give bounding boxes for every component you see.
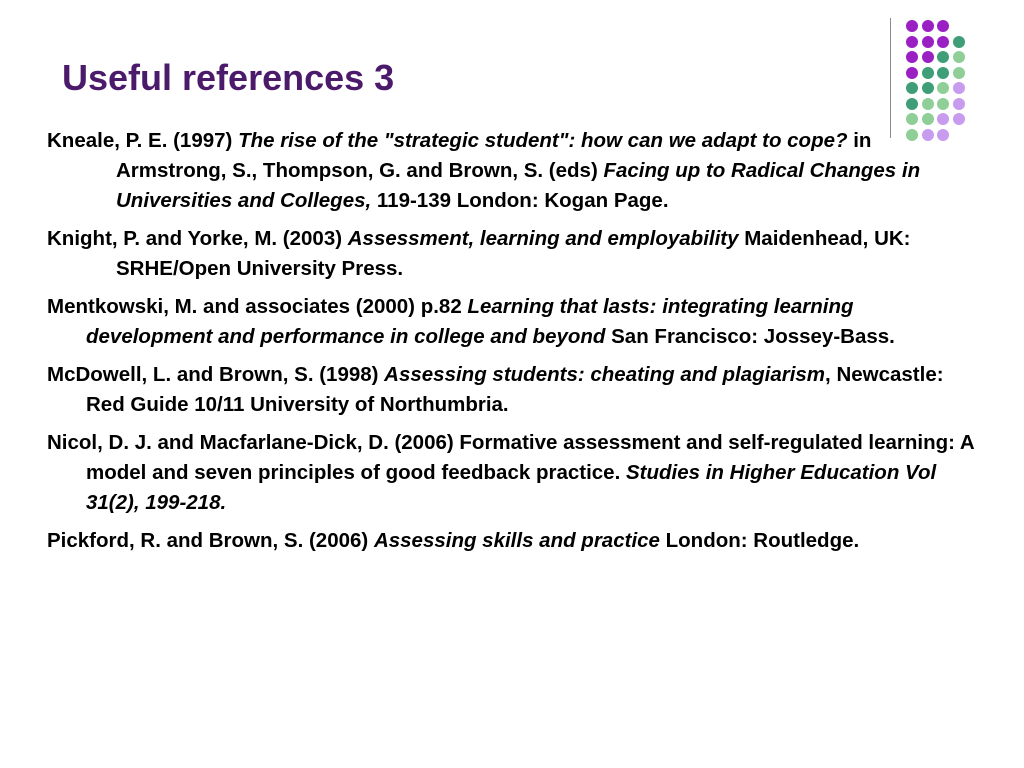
- decorative-dot: [922, 67, 934, 79]
- decorative-dot: [922, 98, 934, 110]
- decorative-dot: [922, 20, 934, 32]
- decorative-dot: [906, 20, 918, 32]
- decorative-dot: [953, 67, 965, 79]
- decorative-dot: [922, 82, 934, 94]
- reference-title: Assessment, learning and employability: [347, 227, 739, 250]
- decorative-dot: [953, 113, 965, 125]
- decorative-dot: [906, 113, 918, 125]
- reference-journal: Studies in Higher Education Vol 31(2), 199-218.: [86, 461, 937, 514]
- decorative-dot: [953, 36, 965, 48]
- decorative-dot: [937, 20, 949, 32]
- decorative-dot: [906, 98, 918, 110]
- decorative-dot: [937, 51, 949, 63]
- reference-authors: Knight, P. and Yorke, M. (2003): [47, 227, 348, 250]
- slide-title: Useful references 3: [62, 57, 395, 98]
- decorative-dot: [906, 82, 918, 94]
- reference-publisher: London: Routledge.: [659, 529, 860, 552]
- decorative-dot: [937, 36, 949, 48]
- reference-publisher: San Francisco: Jossey-Bass.: [605, 325, 895, 348]
- reference-title: Learning that lasts: integrating learning development and performance in college and beyond: [86, 295, 854, 348]
- reference-title: Assessing students: cheating and plagiarism: [384, 363, 826, 386]
- decorative-dot: [906, 67, 918, 79]
- reference-item: [47, 126, 977, 216]
- reference-authors: Kneale, P. E. (1997): [47, 129, 239, 152]
- decorative-dot: [906, 36, 918, 48]
- decorative-dot: [937, 82, 949, 94]
- reference-authors: Mentkowski, M. and associates (2000) p.82: [47, 295, 468, 318]
- reference-title: The rise of the "strategic student": how can we adapt to cope?: [238, 129, 848, 152]
- reference-item: [47, 360, 977, 420]
- reference-book-title: Facing up to Radical Changes in Universities and Colleges,: [116, 159, 921, 212]
- reference-item: [47, 526, 977, 556]
- reference-title: Assessing skills and practice: [373, 529, 660, 552]
- decorative-dot: [953, 82, 965, 94]
- reference-authors: McDowell, L. and Brown, S. (1998): [47, 363, 385, 386]
- reference-publisher: Maidenhead, UK: SRHE/Open University Press.: [116, 227, 911, 280]
- decorative-dot: [922, 36, 934, 48]
- reference-authors: Nicol, D. J. and Macfarlane-Dick, D. (2006) Formative assessment and self-regulated learning: A model and seven principles of good feedback practice.: [47, 431, 974, 484]
- decorative-dot: [922, 51, 934, 63]
- reference-item: [47, 292, 977, 352]
- decorative-dot: [906, 51, 918, 63]
- decorative-dot: [937, 113, 949, 125]
- reference-authors: Pickford, R. and Brown, S. (2006): [47, 529, 374, 552]
- decorative-dot: [937, 98, 949, 110]
- reference-item: [47, 224, 977, 284]
- decorative-dot: [922, 113, 934, 125]
- divider-line: [890, 18, 891, 138]
- reference-item: [47, 428, 977, 518]
- decorative-dot: [953, 51, 965, 63]
- reference-list: [47, 126, 977, 564]
- reference-editors: in Armstrong, S., Thompson, G. and Brown, S. (eds): [116, 129, 872, 182]
- decorative-dot: [937, 67, 949, 79]
- reference-publisher: , Newcastle: Red Guide 10/11 University of Northumbria.: [86, 363, 944, 416]
- reference-publisher: 119-139 London: Kogan Page.: [371, 189, 669, 212]
- decorative-dot: [953, 98, 965, 110]
